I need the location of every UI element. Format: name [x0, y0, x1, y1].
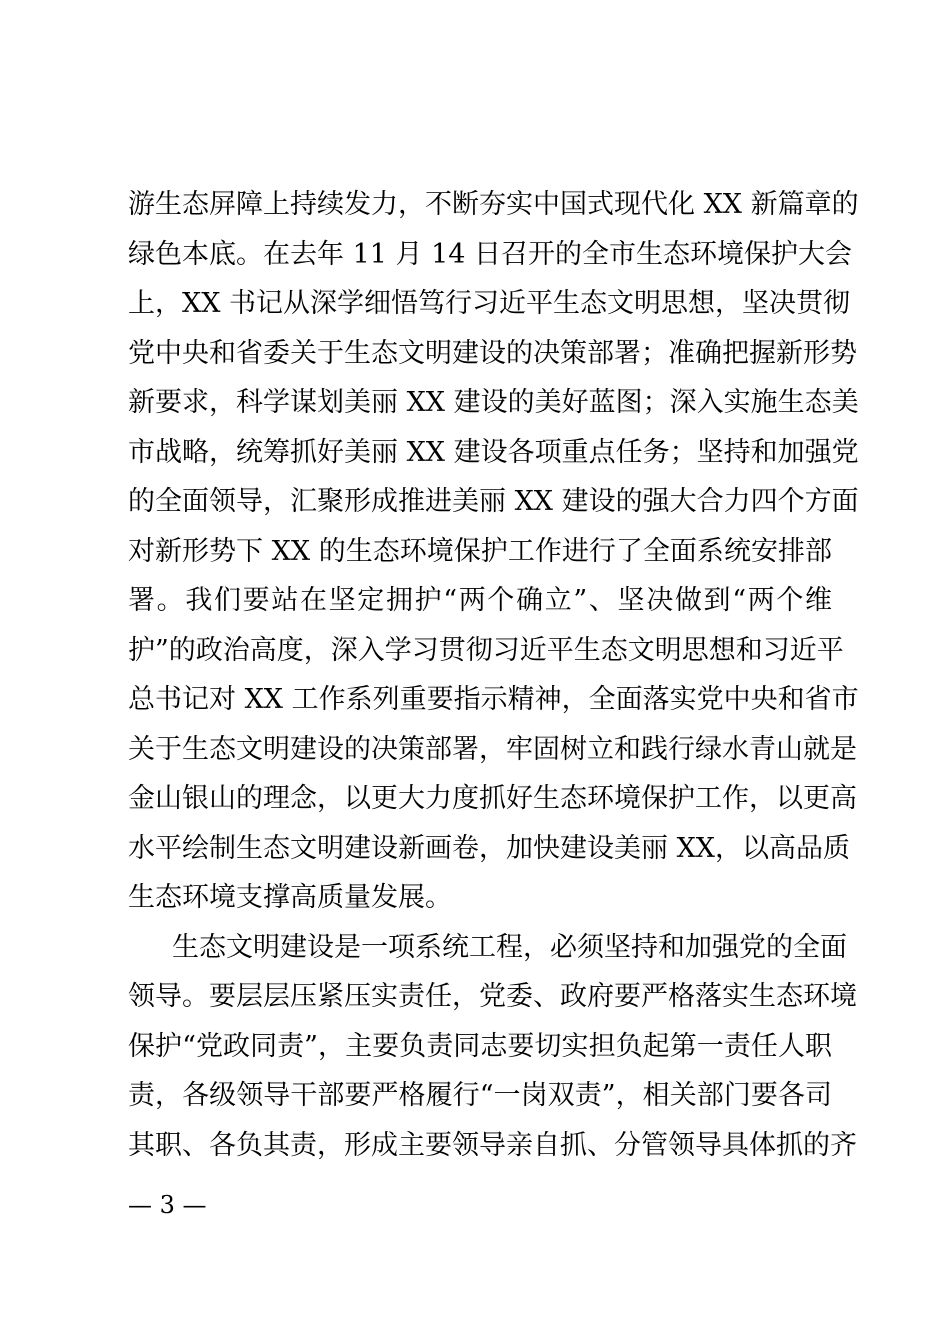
paragraph-line: 绿色本底。在去年 11 月 14 日召开的全市生态环境保护大会	[128, 238, 853, 270]
paragraph-line: 关于生态文明建设的决策部署，牢固树立和践行绿水青山就是	[128, 733, 857, 765]
paragraph-line: 的全面领导，汇聚形成推进美丽 XX 建设的强大合力四个方面	[128, 486, 859, 517]
paragraph-line: 金山银山的理念，以更大力度抓好生态环境保护工作，以更高	[128, 783, 857, 814]
paragraph-line: 责，各级领导干部要严格履行“一岗双责”，相关部门要各司	[128, 1080, 832, 1111]
paragraph-line: 新要求，科学谋划美丽 XX 建设的美好蓝图；深入实施生态美	[128, 387, 859, 418]
paragraph-line: 市战略，统筹抓好美丽 XX 建设各项重点任务；坚持和加强党	[128, 436, 859, 468]
paragraph-line: 生态文明建设是一项系统工程，必须坚持和加强党的全面	[172, 931, 847, 963]
paragraph-line: 对新形势下 XX 的生态环境保护工作进行了全面系统安排部	[128, 535, 832, 567]
page-number: — 3 —	[128, 1191, 207, 1219]
paragraph-line: 游生态屏障上持续发力，不断夯实中国式现代化 XX 新篇章的	[128, 189, 859, 220]
paragraph-line: 领导。要层层压紧压实责任，党委、政府要严格落实生态环境	[128, 981, 857, 1012]
paragraph-line: 总书记对 XX 工作系列重要指示精神，全面落实党中央和省市	[128, 684, 859, 715]
paragraph-line: 生态环境支撑高质量发展。	[128, 882, 452, 913]
body-text	[128, 180, 859, 1170]
paragraph-line: 护”的政治高度，深入学习贯彻习近平生态文明思想和习近平	[128, 634, 844, 666]
paragraph-line: 党中央和省委关于生态文明建设的决策部署；准确把握新形势	[128, 337, 857, 369]
paragraph-line: 水平绘制生态文明建设新画卷，加快建设美丽 XX，以高品质	[128, 832, 851, 864]
paragraph-line: 上，XX 书记从深学细悟笃行习近平生态文明思想，坚决贯彻	[128, 288, 851, 319]
paragraph-line: 署。我们要站在坚定拥护“两个确立”、坚决做到“两个维	[128, 585, 832, 616]
paragraph-line: 保护“党政同责”，主要负责同志要切实担负起第一责任人职	[128, 1030, 832, 1062]
paragraph-line: 其职、各负其责，形成主要领导亲自抓、分管领导具体抓的齐	[128, 1129, 857, 1161]
